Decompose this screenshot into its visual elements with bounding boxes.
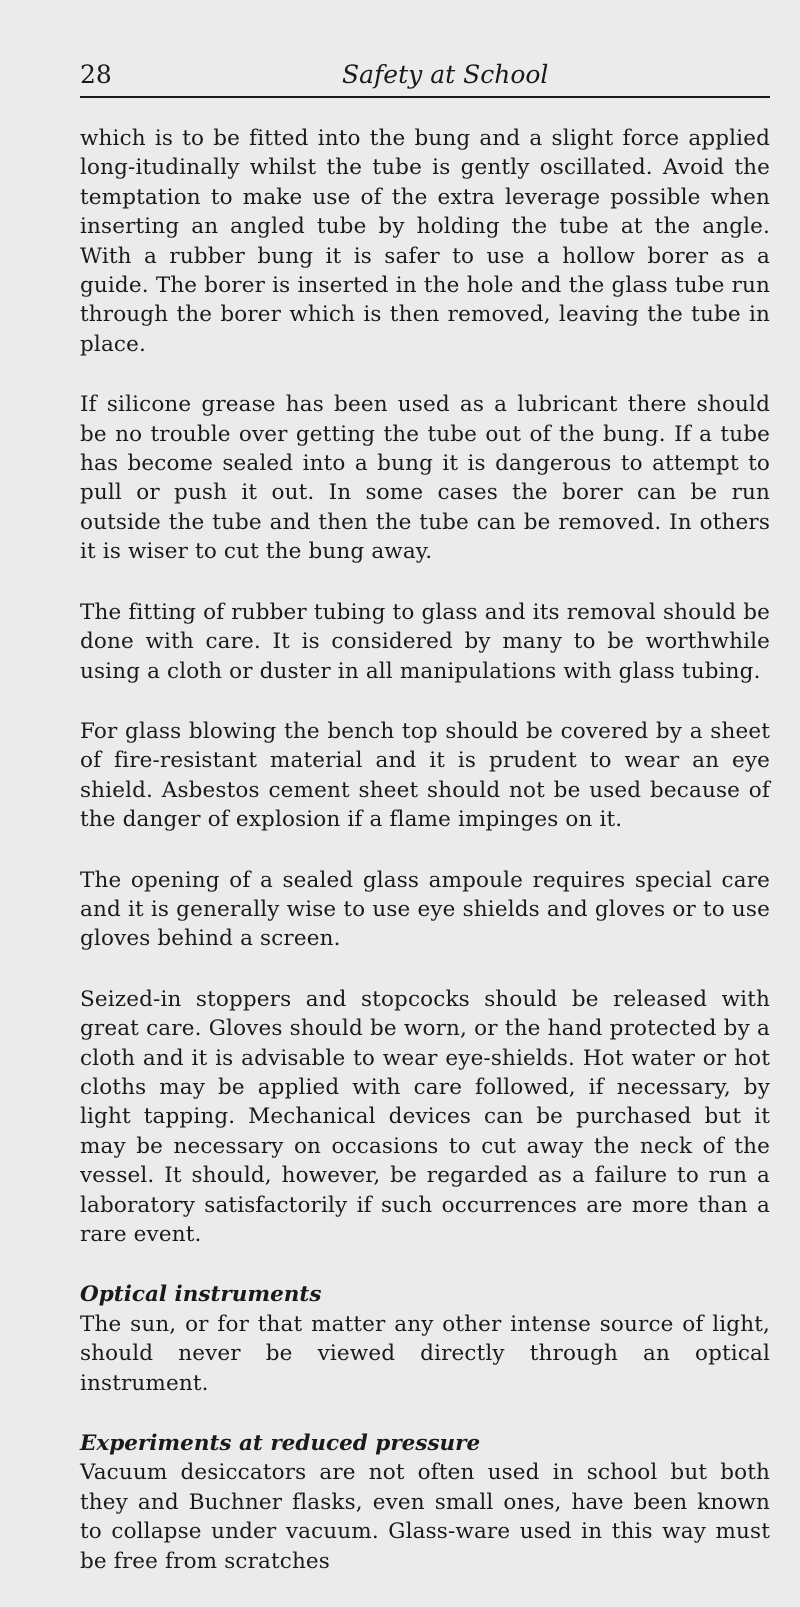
paragraph-rubber-tubing: The fitting of rubber tubing to glass and its removal should be done with care. It is considered by many to be worthwhile using a cloth or duster in all manipulations with glass tubing. xyxy=(80,599,770,684)
section-reduced-pressure xyxy=(80,1429,770,1576)
paragraph-bung-tube-fitting: which is to be fitted into the bung and a slight force applied long-itudinally whilst the tube is gently oscillated. Avoid the temptation to make use of the extra leverage possible when inserting an angled tube by holding the tube at the angle. With a rubber bung it is safer to use a hollow borer as a guide. The borer is inserted in the hole and the glass tube run through the borer which is then removed, leaving the tube in place. xyxy=(80,126,770,357)
page-body xyxy=(80,124,770,1607)
paragraph-silicone-grease: If silicone grease has been used as a lubricant there should be no trouble over getting the tube out of the bung. If a tube has become sealed into a bung it is dangerous to attempt to pull or push it out. In some cases the borer can be run outside the tube and then the tube can be removed. In others it is wiser to cut the bung away. xyxy=(80,392,770,565)
page-number: 28 xyxy=(80,60,112,89)
section-heading: Experiments at reduced pressure xyxy=(80,1431,481,1457)
running-title: Safety at School xyxy=(342,60,549,89)
section-text: The sun, or for that matter any other intense source of light, should never be viewed directly through an optical instrument. xyxy=(80,1311,770,1396)
section-heading: Optical instruments xyxy=(80,1282,322,1308)
section-optical-instruments xyxy=(80,1280,770,1398)
paragraph-glass-blowing: For glass blowing the bench top should be covered by a sheet of fire-resistant material and it is prudent to wear an eye shield. Asbestos cement sheet should not be used because of the danger of explosion if a flame impinges on it. xyxy=(80,718,770,833)
page-header xyxy=(80,60,770,98)
section-text: Vacuum desiccators are not often used in school but both they and Buchner flasks, even small ones, have been known to collapse under vacuum. Glass-ware used in this way must be free from scratches xyxy=(80,1460,770,1574)
paragraph-seized-stoppers: Seized-in stoppers and stopcocks should be released with great care. Gloves should be worn, or the hand protected by a cloth and it is advisable to wear eye-shields. Hot water or hot cloths may be applied with care followed, if necessary, by light tapping. Mechanical devices can be purchased but it may be necessary on occasions to cut away the neck of the vessel. It should, however, be regarded as a failure to run a laboratory satisfactorily if such occurrences are more than a rare event. xyxy=(80,986,770,1247)
paragraph-sealed-ampoule: The opening of a sealed glass ampoule requires special care and it is generally wise to use eye shields and gloves or to use gloves behind a screen. xyxy=(80,867,770,952)
